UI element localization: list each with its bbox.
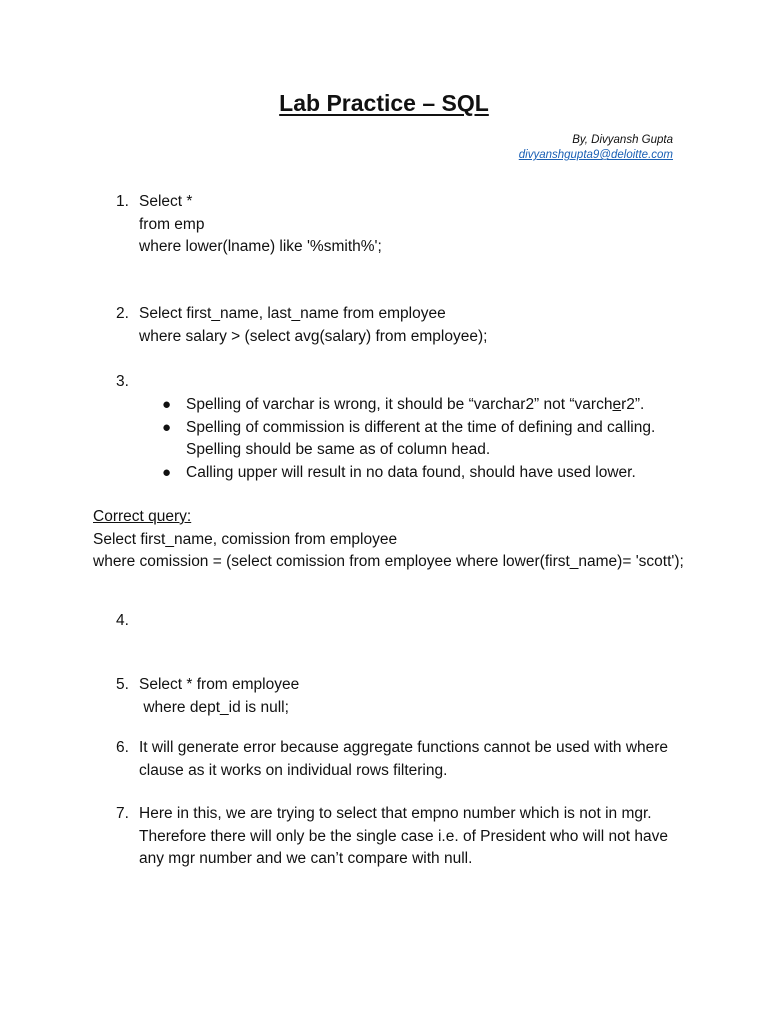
item-6-text: It will generate error because aggregate functions cannot be used with where clause as it works on individual rows filtering. bbox=[139, 739, 669, 779]
bullet-text: Spelling of varchar is wrong, it should be “varchar2” not “varcher2”. bbox=[186, 396, 645, 413]
bullet-icon: ● bbox=[162, 463, 172, 481]
item-4-number: 4. bbox=[116, 612, 129, 629]
item-2-line: Select first_name, last_name from employee bbox=[139, 305, 446, 322]
item-1-line: Select * bbox=[139, 193, 193, 210]
item-2-number: 2. bbox=[116, 305, 129, 322]
item-6-number: 6. bbox=[116, 739, 129, 756]
item-2-query bbox=[139, 303, 487, 348]
item-1-query bbox=[139, 191, 382, 259]
item-1-line: where lower(lname) like '%smith%'; bbox=[139, 238, 382, 255]
author-email-link[interactable]: divyanshgupta9@deloitte.com bbox=[518, 149, 673, 161]
bullet-text: Calling upper will result in no data found, should have used lower. bbox=[186, 463, 636, 481]
author-byline: By, Divyansh Gupta bbox=[572, 134, 673, 146]
item-3-number: 3. bbox=[116, 373, 129, 390]
item-5-line: Select * from employee bbox=[139, 676, 300, 693]
bullet-icon: ● bbox=[162, 396, 172, 413]
correct-query-line: where comission = (select comission from employee where lower(first_name)= 'scott'); bbox=[93, 553, 684, 570]
item-1-number: 1. bbox=[116, 193, 129, 210]
list-item bbox=[162, 462, 682, 485]
item-7-number: 7. bbox=[116, 805, 129, 822]
correct-query-line: Select first_name, comission from employee bbox=[93, 530, 398, 548]
underlined-letter: e bbox=[612, 396, 622, 413]
bullet-text: Spelling of commission is different at the time of defining and calling. Spelling should be same as of column head. bbox=[186, 418, 656, 458]
item-5-line: where dept_id is null; bbox=[139, 698, 289, 716]
document-title: Lab Practice – SQL bbox=[279, 90, 489, 116]
item-7-text: Here in this, we are trying to select that empno number which is not in mgr. Therefore there will only be the single case i.e. of President who will not have any mgr number and we can’t compare with null. bbox=[139, 805, 669, 867]
list-item bbox=[162, 417, 682, 462]
item-5-query bbox=[139, 674, 299, 719]
correct-query-block bbox=[93, 506, 693, 574]
list-item bbox=[162, 394, 682, 417]
bullet-icon: ● bbox=[162, 418, 172, 436]
item-5-number: 5. bbox=[116, 676, 129, 693]
item-2-line: where salary > (select avg(salary) from employee); bbox=[139, 327, 488, 345]
author-block bbox=[519, 133, 673, 163]
item-3-bullet-list bbox=[162, 394, 682, 484]
correct-query-label: Correct query: bbox=[93, 508, 192, 525]
item-1-line: from emp bbox=[139, 215, 205, 233]
